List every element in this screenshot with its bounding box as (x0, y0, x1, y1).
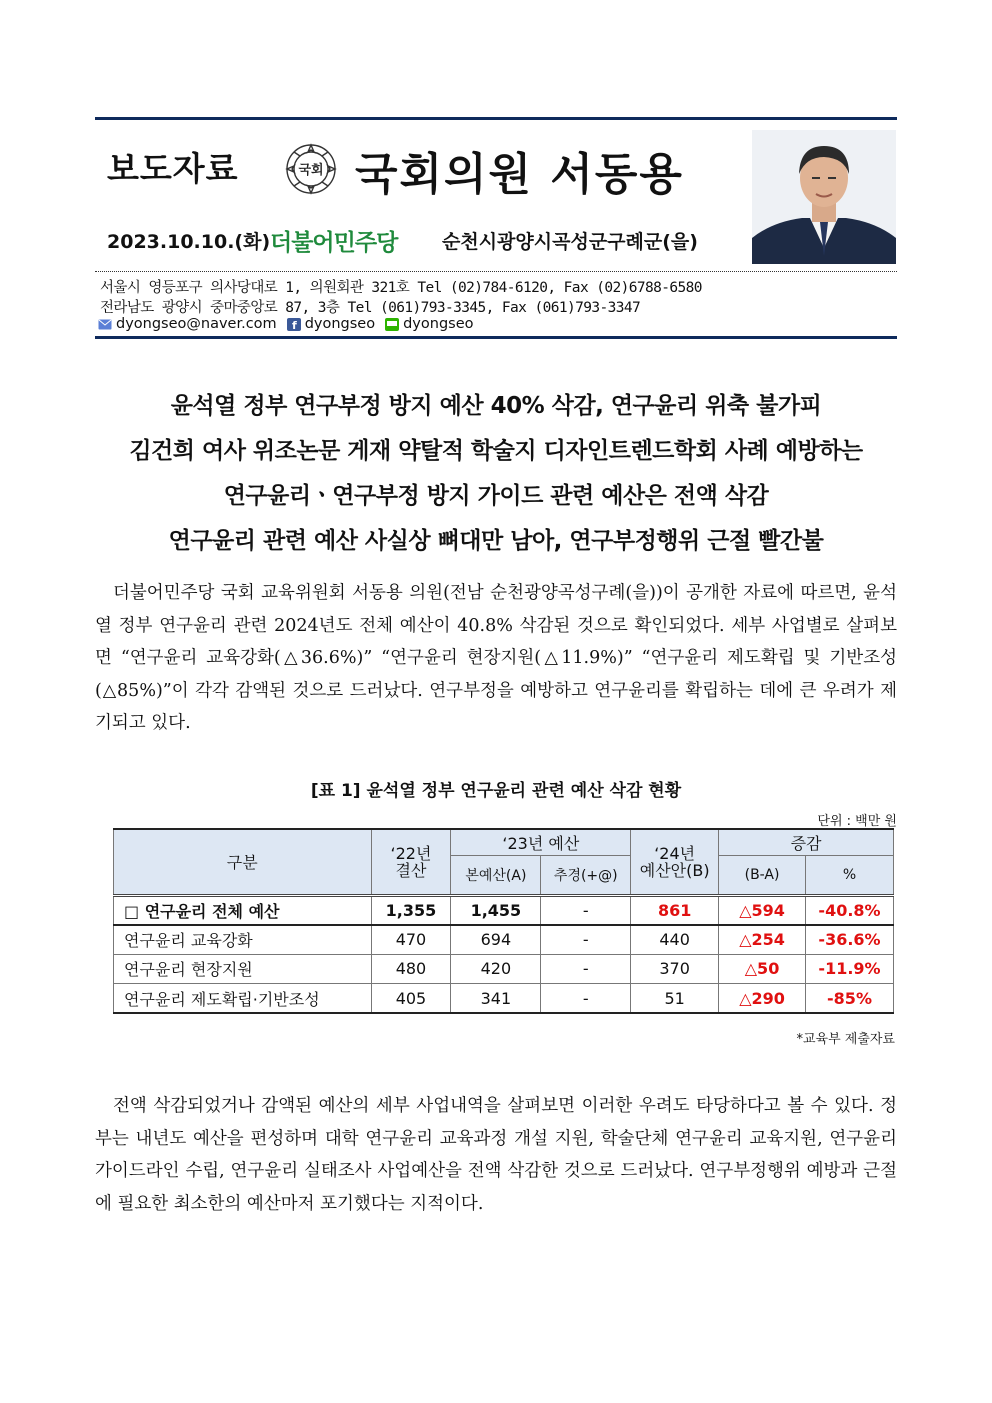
cell-diff: △50 (719, 954, 806, 984)
table-source: *교육부 제출자료 (796, 1032, 895, 1047)
header-2024-proposal: ‘24년 예산안(B) (631, 829, 719, 895)
row-label: 연구윤리 제도확립·기반조성 (114, 984, 372, 1014)
cell-y23-main: 694 (451, 925, 541, 955)
row-label: 연구윤리 현장지원 (114, 954, 372, 984)
headline-4: 연구윤리 관련 예산 사실상 뼈대만 남아, 연구부정행위 근절 빨간불 (168, 528, 824, 554)
national-assembly-seal-icon (285, 143, 337, 195)
row-label: 연구윤리 교육강화 (114, 925, 372, 955)
page-title: 국회의원 서동용 (355, 149, 684, 200)
body-paragraph-2 (95, 1090, 897, 1220)
svg-text:f: f (291, 318, 297, 331)
paragraph-text: 더불어민주당 국회 교육위원회 서동용 의원(전남 순천광양곡성구례(을))이 공개한 자료에 따르면, 윤석열 정부 연구윤리 관련 2024년도 전체 예산이 40.8% 삭감된 것으로 확인되었다. 세부 사업별로 살펴보면 “연구윤리 교육강화(△36.6%)” “연구윤리 현장지원(△11.9%)” “연구윤리 제도확립 및 기반조성(△85%)”이 각각 감액된 것으로 드러났다. 연구부정을 예방하고 연구윤리를 확립하는 데에 큰 우려가 제기되고 있다. (95, 583, 897, 733)
contact-row (98, 316, 474, 332)
cell-diff: △594 (719, 895, 806, 925)
press-release-label: 보도자료 (107, 149, 239, 188)
table-row-total (114, 895, 894, 925)
header-2023-main: 본예산(A) (451, 855, 541, 895)
email-address[interactable]: dyongseo@naver.com (116, 316, 277, 332)
cell-y22: 470 (371, 925, 451, 955)
paragraph-text: 전액 삭감되었거나 감액된 예산의 세부 사업내역을 살펴보면 이러한 우려도 타당하다고 볼 수 있다. 정부는 내년도 예산을 편성하며 대학 연구윤리 교육과정 개설 지원, 학술단체 연구윤리 교육지원, 연구윤리 가이드라인 수립, 연구윤리 실태조사 사업예산을 전액 삭감한 것으로 드러났다. 연구부정행위 예방과 근절에 필요한 최소한의 예산마저 포기했다는 지적이다. (95, 1096, 897, 1214)
header-divider (95, 271, 897, 272)
header-change-pct: % (806, 855, 894, 895)
headline-2: 김건희 여사 위조논문 게재 약탈적 학술지 디자인트렌드학회 사례 예방하는 (129, 438, 863, 464)
cell-y23-main: 341 (451, 984, 541, 1014)
header-2023-supplementary: 추경(+@) (541, 855, 631, 895)
legislator-portrait (752, 130, 896, 264)
header-category: 구분 (114, 829, 372, 895)
seoul-office-address: 서울시 영등포구 의사당대로 1, 의원회관 321호 Tel (02)784-6120, Fax (02)6788-6580 (100, 280, 702, 296)
cell-y23-supp: - (541, 984, 631, 1014)
headline-block (95, 384, 897, 564)
cell-diff: △290 (719, 984, 806, 1014)
cell-y24: 861 (631, 895, 719, 925)
cell-diff: △254 (719, 925, 806, 955)
party-logo: 더불어민주당 (270, 230, 398, 256)
cell-y24: 51 (631, 984, 719, 1014)
cell-y23-main: 1,455 (451, 895, 541, 925)
release-date: 2023.10.10.(화) (107, 231, 271, 253)
cell-y24: 370 (631, 954, 719, 984)
table-caption: [표 1] 윤석열 정부 연구윤리 관련 예산 삭감 현황 (310, 781, 682, 801)
cell-y23-supp: - (541, 925, 631, 955)
header-change: 증감 (719, 829, 894, 855)
body-paragraph-1 (95, 577, 897, 740)
cell-y22: 1,355 (371, 895, 451, 925)
header-bottom-rule (95, 336, 897, 339)
cell-y23-supp: - (541, 954, 631, 984)
cell-y23-supp: - (541, 895, 631, 925)
facebook-handle[interactable]: dyongseo (304, 316, 376, 332)
seal-text: 국회 (298, 163, 324, 178)
cell-pct: -36.6% (806, 925, 894, 955)
cell-pct: -11.9% (806, 954, 894, 984)
cell-pct: -40.8% (806, 895, 894, 925)
table-row (114, 954, 894, 984)
table-row (114, 984, 894, 1014)
cell-y22: 480 (371, 954, 451, 984)
cell-pct: -85% (806, 984, 894, 1014)
header-change-abs: (B-A) (719, 855, 806, 895)
facebook-icon (287, 318, 301, 331)
local-office-address: 전라남도 광양시 중마중앙로 87, 3층 Tel (061)793-3345, Fax (061)793-3347 (100, 300, 641, 316)
cell-y22: 405 (371, 984, 451, 1014)
email-icon (98, 318, 112, 331)
header-top-rule (95, 117, 897, 120)
blog-icon (385, 318, 399, 331)
blog-handle[interactable]: dyongseo (403, 316, 474, 332)
cell-y24: 440 (631, 925, 719, 955)
budget-table (113, 828, 894, 1014)
table-unit: 단위 : 백만 원 (817, 814, 897, 829)
row-label: □ 연구윤리 전체 예산 (114, 895, 372, 925)
district-label: 순천시광양시곡성군구례군(을) (442, 231, 698, 253)
header-2022-settlement: ‘22년 결산 (371, 829, 451, 895)
cell-y23-main: 420 (451, 954, 541, 984)
header-2023-budget: ‘23년 예산 (451, 829, 631, 855)
table-row (114, 925, 894, 955)
headline-3: 연구윤리ㆍ연구부정 방지 가이드 관련 예산은 전액 삭감 (223, 483, 769, 509)
headline-1: 윤석열 정부 연구부정 방지 예산 40% 삭감, 연구윤리 위축 불가피 (170, 393, 822, 419)
